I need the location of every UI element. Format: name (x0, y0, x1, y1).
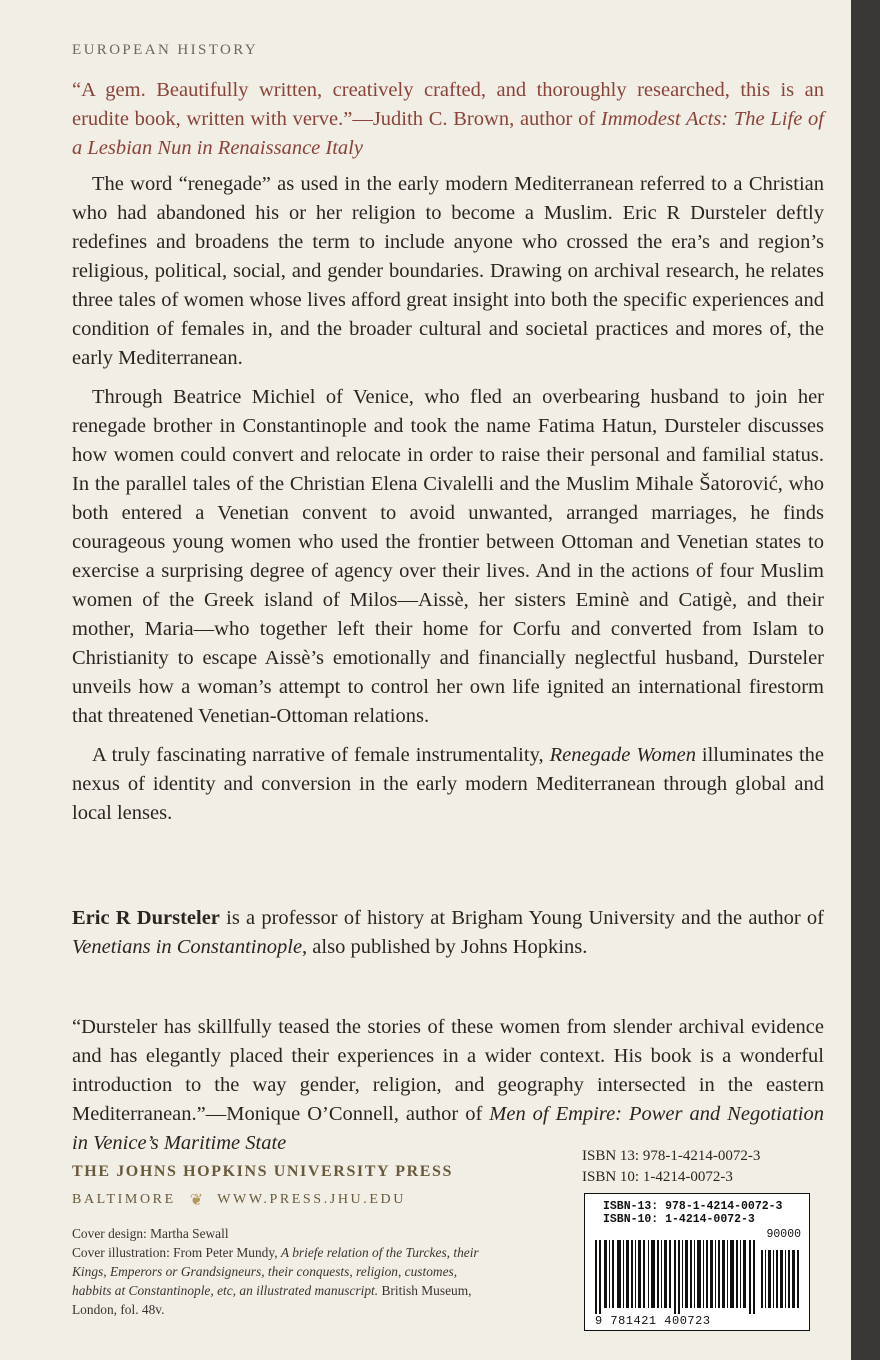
cover-design-credit: Cover design: Martha Sewall (72, 1226, 229, 1241)
description-paragraph-2: Through Beatrice Michiel of Venice, who fled an overbearing husband to join her renegade brother in Constantinople and took the name Fatima Hatun, Dursteler discusses how women could convert and relocate in order to raise their personal and familial status. In the parallel tales of the Christian Elena Civalelli and the Muslim Mihale Šatorović, who both entered a Venetian convent to avoid unwanted, arranged marriages, he finds courageous young women who used the frontier between Ottoman and Venetian states to exercise a surprising degree of agency over their lives. And in the actions of four Muslim women of the Greek island of Milos—Aissè, her sisters Eminè and Catigè, and their mother, Maria—who together left their home for Corfu and converted from Islam to Christianity to escape Aissè’s emotionally and financially neglectful husband, Dursteler unveils how a woman’s attempt to control her own life ignited an international firestorm that threatened Venetian-Ottoman relations. (72, 386, 824, 727)
barcode-price-addon: 90000 (766, 1228, 801, 1241)
cover-credits (72, 1224, 482, 1319)
description-paragraph-1: The word “renegade” as used in the early modern Mediterranean referred to a Christian who had abandoned his or her religion to become a Muslim. Eric R Dursteler deftly redefines and broadens the term to include anyone who crossed the era’s and region’s religious, political, social, and gender boundaries. Drawing on archival research, he relates three tales of women whose lives afford great insight into both the specific experiences and condition of females in, and the broader cultural and societal practices and mores of, the early Mediterranean. (72, 173, 824, 369)
publisher-url[interactable]: WWW.PRESS.JHU.EDU (217, 1192, 406, 1207)
bottom-quote-text: “Dursteler has skillfully teased the stories of these women from slender archival evidence and has elegantly placed their experiences in a wider context. His book is a wonderful introduction to the way gender, religion, and geography intersected in the eastern Mediterranean.”—Monique O’Connell, author of (72, 1016, 824, 1125)
barcode-isbn13-label: ISBN-13: 978-1-4214-0072-3 (603, 1200, 783, 1213)
book-title-italic: Renegade Women (549, 744, 696, 766)
barcode-digits: 9 781421 400723 (595, 1314, 711, 1328)
barcode (584, 1193, 810, 1331)
publisher-location (72, 1190, 406, 1210)
description-paragraph-3: A truly fascinating narrative of female instrumentality, Renegade Women illuminates the nexus of identity and conversion in the early modern Mediterranean through global and local lenses. (72, 744, 824, 824)
publisher-city: BALTIMORE (72, 1192, 176, 1207)
leaf-ornament-icon: ❦ (189, 1192, 204, 1209)
author-bio: Eric R Dursteler is a professor of history at Brigham Young University and the author of Venetians in Constantinople, also published by Johns Hopkins. (72, 907, 824, 958)
barcode-bars-icon (593, 1240, 803, 1314)
book-description (72, 170, 824, 838)
cover-illustration-credit: Cover illustration: From Peter Mundy, A briefe relation of the Turckes, their Kings, Emperors or Grandsigneurs, their conquests, religion, customes, habbits at Constantinople, etc, an illustrated manuscript. British Museum, London, fol. 48v. (72, 1245, 479, 1317)
publisher-name: THE JOHNS HOPKINS UNIVERSITY PRESS (72, 1163, 453, 1180)
top-quote-text: “A gem. Beautifully written, creatively crafted, and thoroughly researched, this is an erudite book, written with verve.”—Judith C. Brown, author of (72, 79, 824, 130)
book-spine-edge (851, 0, 880, 1360)
top-endorsement-quote (72, 76, 824, 163)
isbn-info (582, 1146, 760, 1188)
barcode-isbn10-label: ISBN-10: 1-4214-0072-3 (603, 1213, 755, 1226)
bottom-endorsement-quote (72, 1013, 824, 1158)
author-previous-book: Venetians in Constantinople (72, 936, 303, 958)
bottom-quote-book-title: Men of Empire: Power and Negotiation in Venice’s Maritime State (72, 1103, 824, 1154)
isbn-10: ISBN 10: 1-4214-0072-3 (582, 1169, 733, 1185)
isbn-13: ISBN 13: 978-1-4214-0072-3 (582, 1148, 761, 1164)
top-quote-book-title: Immodest Acts: The Life of a Lesbian Nun in Renaissance Italy (72, 108, 824, 159)
author-name: Eric R Dursteler (72, 907, 220, 929)
category-label: EUROPEAN HISTORY (72, 42, 259, 58)
